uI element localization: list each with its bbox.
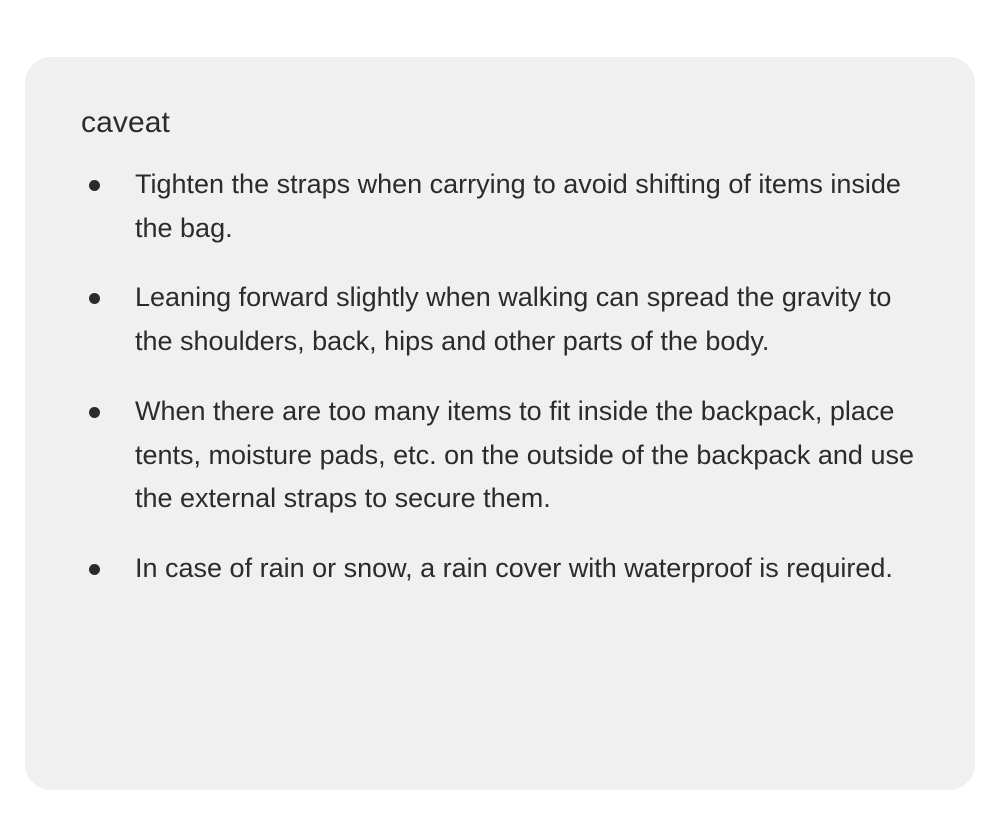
list-item-text: Leaning forward slightly when walking can spread the gravity to the shoulders, back, hips and other parts of the body. xyxy=(135,282,892,357)
list-item xyxy=(81,547,919,591)
list-item-text: In case of rain or snow, a rain cover with waterproof is required. xyxy=(135,553,893,584)
list-item xyxy=(81,390,919,521)
bullet-dot-icon xyxy=(89,293,100,304)
caveat-card xyxy=(25,57,975,790)
bullet-dot-icon xyxy=(89,407,100,418)
bullet-dot-icon xyxy=(89,564,100,575)
page-title: caveat xyxy=(81,106,170,139)
list-item-text: Tighten the straps when carrying to avoid shifting of items inside the bag. xyxy=(135,169,901,243)
caveat-bullet-list xyxy=(81,163,919,591)
list-item xyxy=(81,163,919,250)
list-item xyxy=(81,276,919,363)
list-item-text: When there are too many items to fit inside the backpack, place tents, moisture pads, etc. on the outside of the backpack and use the external straps to secure them. xyxy=(135,395,914,514)
bullet-dot-icon xyxy=(89,180,100,191)
